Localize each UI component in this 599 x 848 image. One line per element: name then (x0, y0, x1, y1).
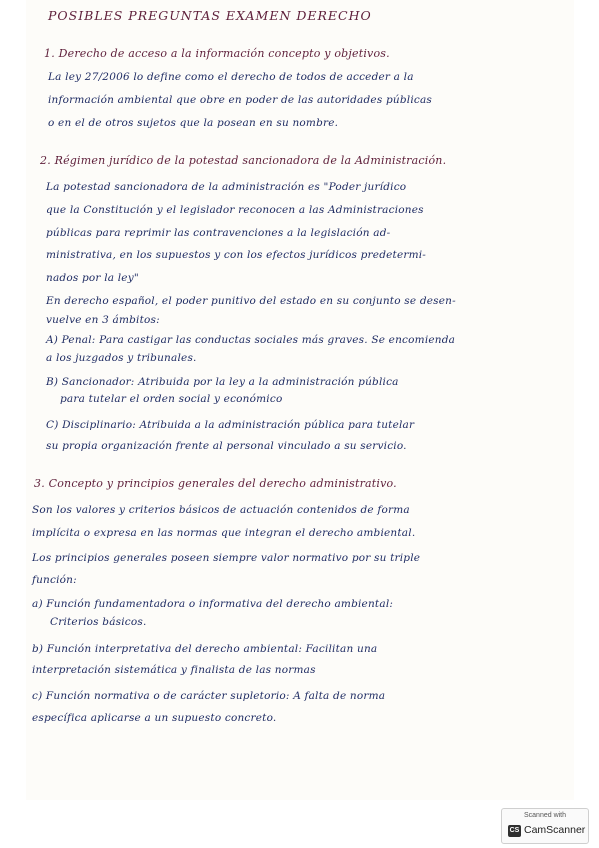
page-title: POSIBLES PREGUNTAS EXAMEN DERECHO (48, 8, 372, 23)
section-2-heading: 2. Régimen jurídico de la potestad sancionadora de la Administración. (40, 154, 447, 167)
section-3-line: Los principios generales poseen siempre valor normativo por su triple (32, 552, 421, 564)
section-2-line: ministrativa, en los supuestos y con los efectos jurídicos predetermi- (46, 249, 427, 261)
section-2-line: que la Constitución y el legislador reconocen a las Administraciones (46, 204, 424, 216)
section-2-line: su propia organización frente al personal vinculado a su servicio. (46, 440, 407, 452)
section-3-line: función: (32, 574, 77, 586)
section-3-line: implícita o expresa en las normas que integran el derecho ambiental. (32, 527, 416, 539)
section-3-line: a) Función fundamentadora o informativa del derecho ambiental: (32, 598, 394, 610)
section-1-line: La ley 27/2006 lo define como el derecho de todos de acceder a la (48, 71, 414, 83)
section-3-line: interpretación sistemática y finalista de las normas (32, 664, 316, 676)
section-2-line: públicas para reprimir las contravenciones a la legislación ad- (46, 227, 391, 239)
section-1-heading: 1. Derecho de acceso a la información concepto y objetivos. (44, 47, 390, 60)
section-3-line: b) Función interpretativa del derecho ambiental: Facilitan una (32, 643, 378, 655)
camscanner-logo-icon: CS (508, 825, 521, 837)
section-2-line: A) Penal: Para castigar las conductas sociales más graves. Se encomienda (46, 334, 456, 346)
notebook-page (26, 0, 574, 800)
section-2-line: para tutelar el orden social y económico (60, 393, 283, 405)
section-3-line: Criterios básicos. (50, 616, 147, 628)
watermark-caption: Scanned with (523, 812, 567, 819)
camscanner-watermark (501, 808, 589, 844)
section-3-line: específica aplicarse a un supuesto concreto. (32, 712, 277, 724)
section-2-line: nados por la ley" (46, 272, 139, 284)
section-2-line: a los juzgados y tribunales. (46, 352, 197, 364)
watermark-brand-name: CamScanner (524, 824, 586, 836)
section-2-line: B) Sancionador: Atribuida por la ley a la administración pública (46, 376, 399, 388)
section-2-line: vuelve en 3 ámbitos: (46, 314, 160, 326)
section-1-line: información ambiental que obre en poder de las autoridades públicas (48, 94, 433, 106)
section-3-line: Son los valores y criterios básicos de actuación contenidos de forma (32, 504, 410, 516)
section-1-line: o en el de otros sujetos que la posean en su nombre. (48, 117, 339, 129)
section-3-line: c) Función normativa o de carácter supletorio: A falta de norma (32, 690, 386, 702)
section-2-line: C) Disciplinario: Atribuida a la administración pública para tutelar (46, 419, 415, 431)
section-3-heading: 3. Concepto y principios generales del derecho administrativo. (34, 477, 397, 490)
section-2-line: En derecho español, el poder punitivo del estado en su conjunto se desen- (46, 295, 456, 307)
section-2-line: La potestad sancionadora de la administración es "Poder jurídico (46, 181, 407, 193)
